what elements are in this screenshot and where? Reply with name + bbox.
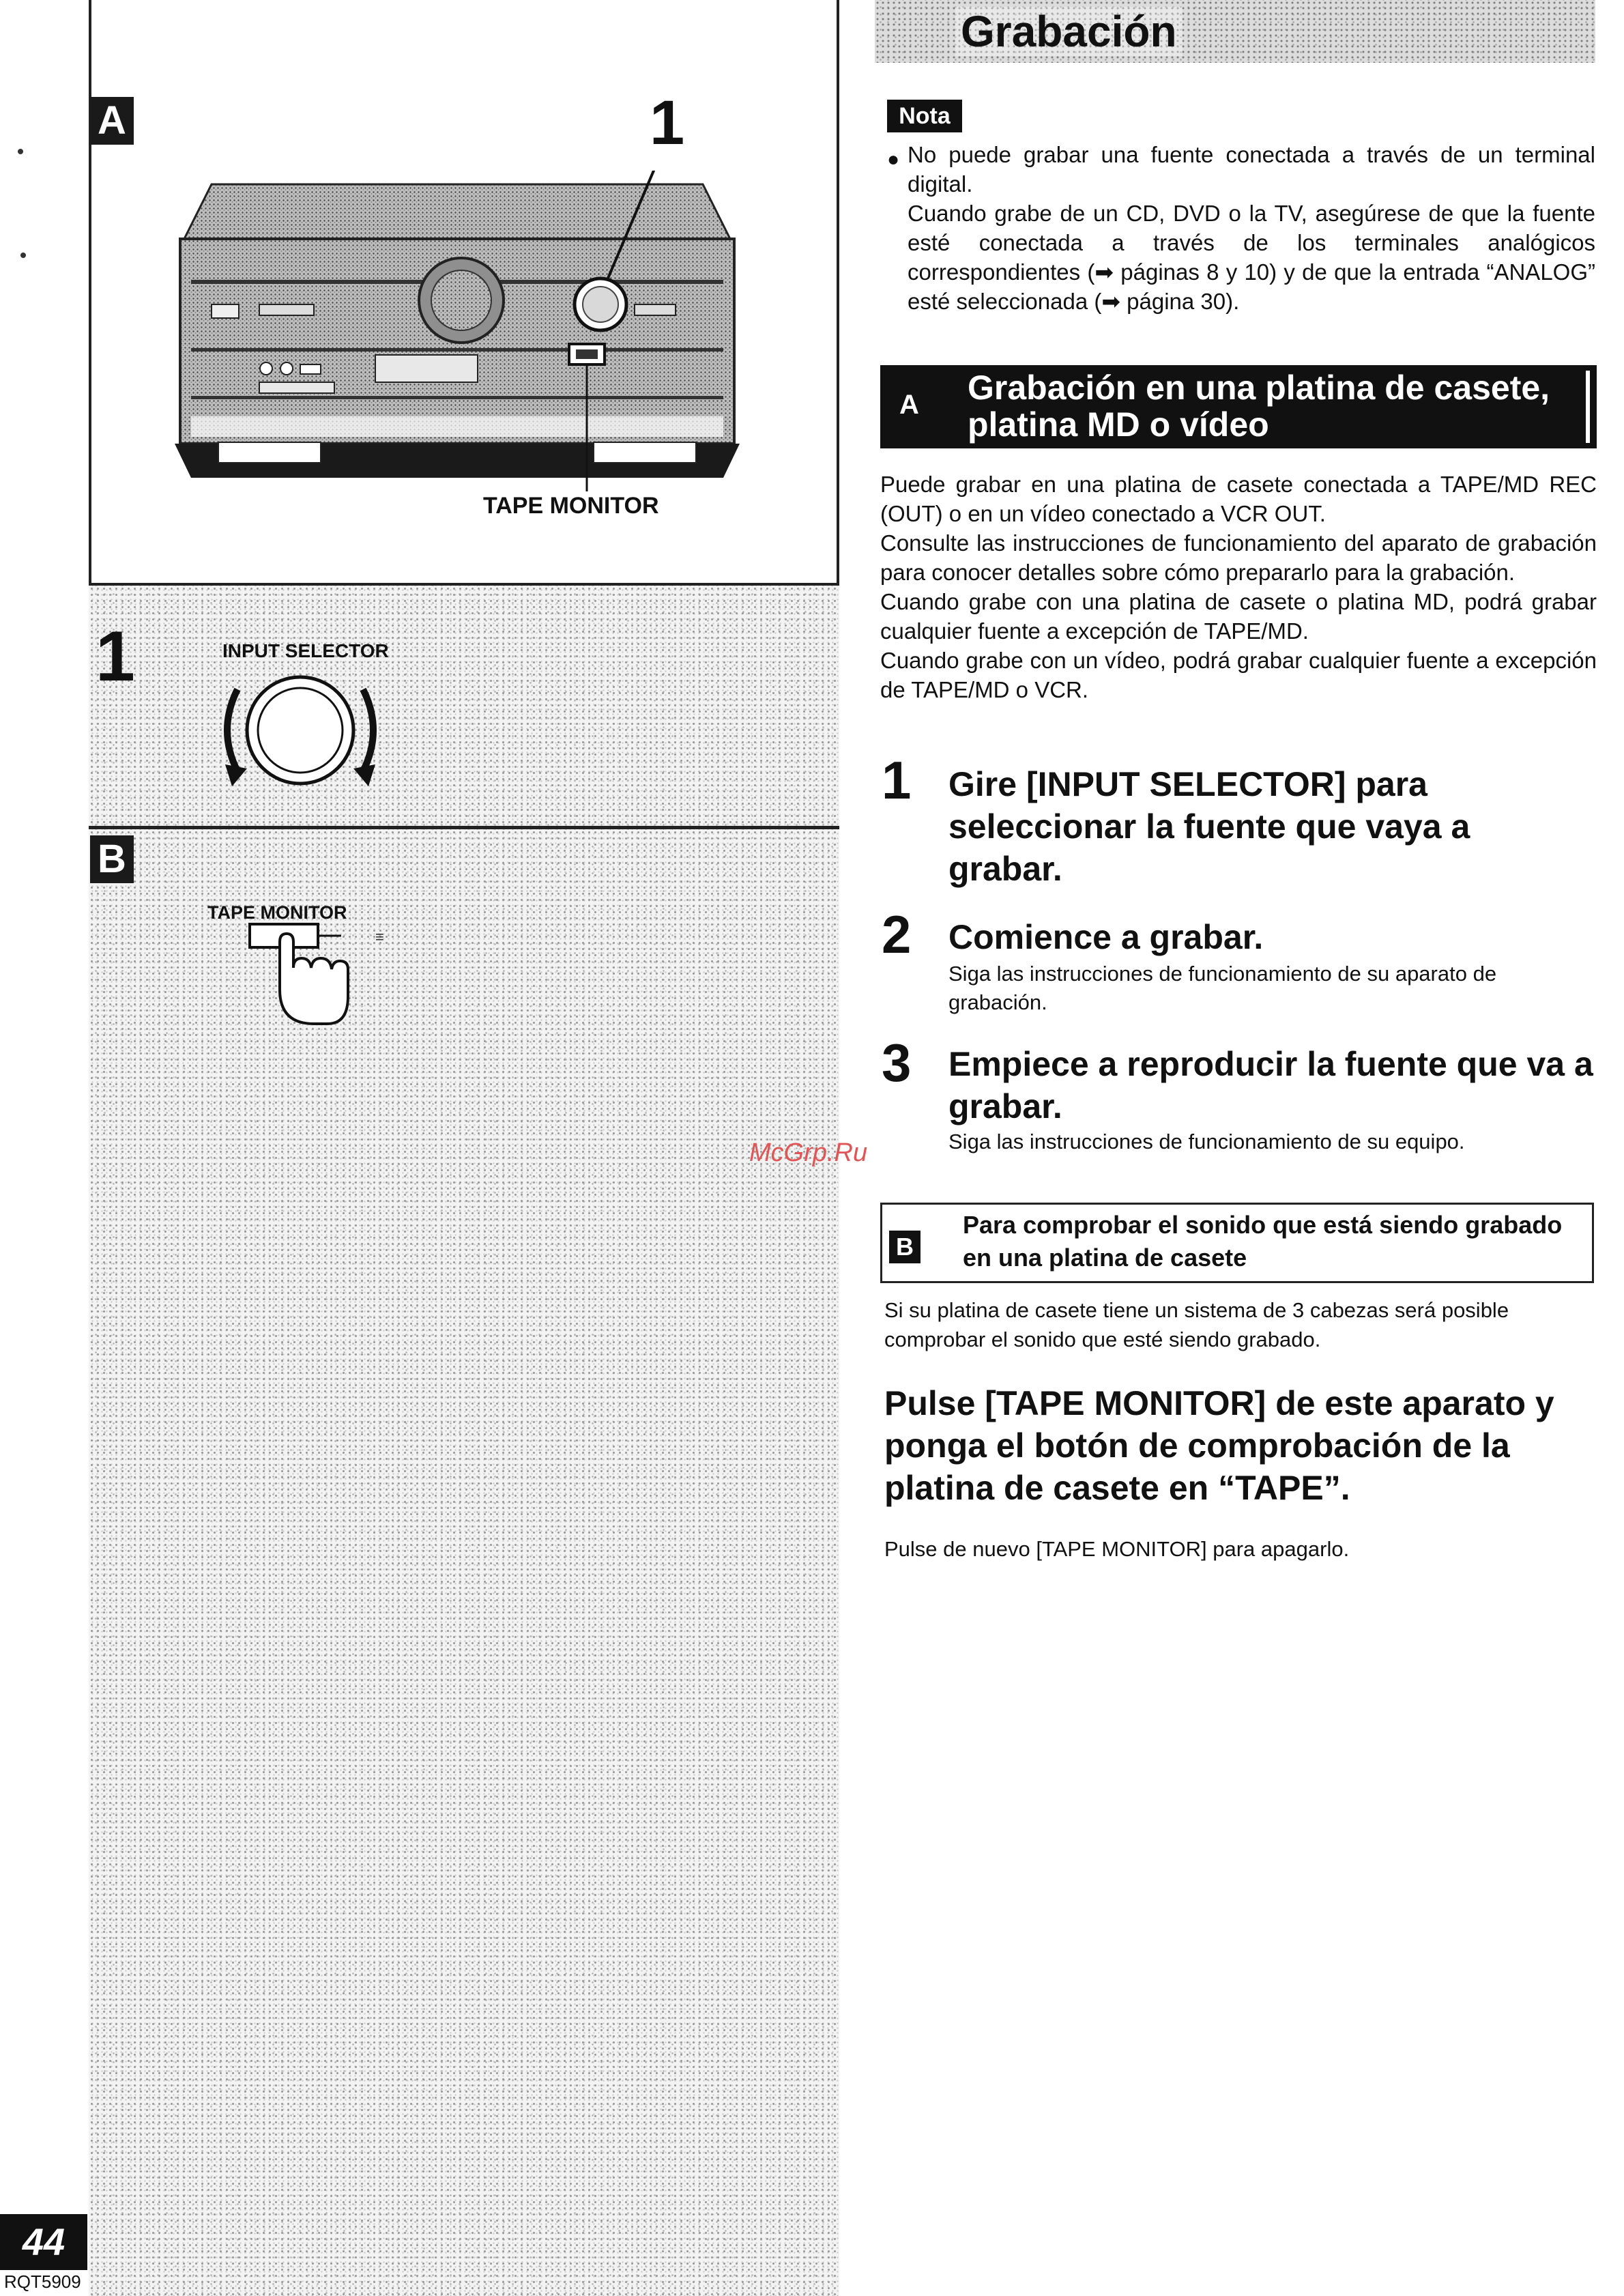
amplifier-illustration [164,171,751,491]
step-title: Gire [INPUT SELECTOR] para seleccionar la fuente que vaya a grabar. [948,765,1470,888]
input-selector-label: INPUT SELECTOR [222,640,389,661]
intro-paragraph: Cuando grabe con un vídeo, podrá grabar cualquier fuente a excepción de TAPE/MD o VCR. [880,648,1597,702]
step-number: 1 [882,750,912,810]
intro-paragraph: Puede grabar en una platina de casete conectada a TAPE/MD REC (OUT) o en un vídeo conectado a VCR OUT. [880,472,1597,526]
nota-label: Nota [887,100,962,132]
section-a-letter: A [90,97,134,145]
section-b-heading-letter: B [889,1231,920,1263]
input-selector-knob-icon [205,662,396,799]
step-description: Siga las instrucciones de funcionamiento de su equipo. [948,1130,1465,1153]
tape-monitor-label-b: TAPE MONITOR [207,902,347,923]
margin-mark [20,253,26,258]
panel-step-number: 1 [96,617,135,696]
nota-line: No puede grabar una fuente conectada a través de un terminal digital. [908,142,1595,197]
margin-mark [18,149,23,154]
section-a-heading-title: Grabación en una platina de casete, platina MD o vídeo [968,369,1550,444]
section-b-instruction: Pulse [TAPE MONITOR] de este aparato y ponga el botón de comprobación de la platina de casete en “TAPE”. [884,1384,1554,1507]
section-b-description: Si su platina de casete tiene un sistema de 3 cabezas será posible comprobar el sonido que esté siendo grabado. [884,1298,1509,1351]
intro-paragraph: Cuando grabe con una platina de casete o platina MD, podrá grabar cualquier fuente a excepción de TAPE/MD. [880,589,1597,644]
section-b-closing: Pulse de nuevo [TAPE MONITOR] para apagarlo. [884,1537,1350,1561]
watermark: McGrp.Ru [749,1138,868,1167]
tape-monitor-button-press-icon [246,921,423,1031]
model-code: RQT5909 [4,2271,81,2292]
svg-text:≡: ≡ [375,928,384,945]
callout-number: 1 [650,88,685,158]
step-number: 2 [882,904,912,964]
section-a-intro [880,470,1597,704]
intro-paragraph: Consulte las instrucciones de funcionamiento del aparato de grabación para conocer detalles sobre cómo prepararlo para la grabación. [880,530,1597,585]
section-b-heading-title: Para comprobar el sonido que está siendo grabado en una platina de casete [963,1211,1563,1272]
step-number: 3 [882,1033,912,1093]
bullet-icon: ● [887,148,900,171]
nota-text [908,140,1595,316]
step-description: Siga las instrucciones de funcionamiento de su aparato de grabación. [948,962,1497,1014]
page-title: Grabación [955,7,1183,56]
step-title: Comience a grabar. [948,918,1264,956]
section-b-heading [880,1203,1594,1283]
page-number: 44 [0,2214,87,2270]
step-1-illustration-panel [89,586,839,826]
section-a-heading [880,365,1597,448]
heading-accent-strip [1586,371,1590,443]
section-b-letter: B [90,835,134,883]
section-a-heading-letter: A [899,390,919,420]
tape-monitor-label: TAPE MONITOR [483,493,659,519]
step-title: Empiece a reproducir la fuente que va a grabar. [948,1045,1593,1125]
step-b-illustration-panel [89,829,839,2296]
nota-line: Cuando grabe de un CD, DVD o la TV, asegúrese de que la fuente esté conectada a través de los terminales analógicos correspondientes (➡ páginas 8 y 10) y de que la entrada “ANALOG” esté seleccionada (➡ página 30). [908,201,1595,314]
